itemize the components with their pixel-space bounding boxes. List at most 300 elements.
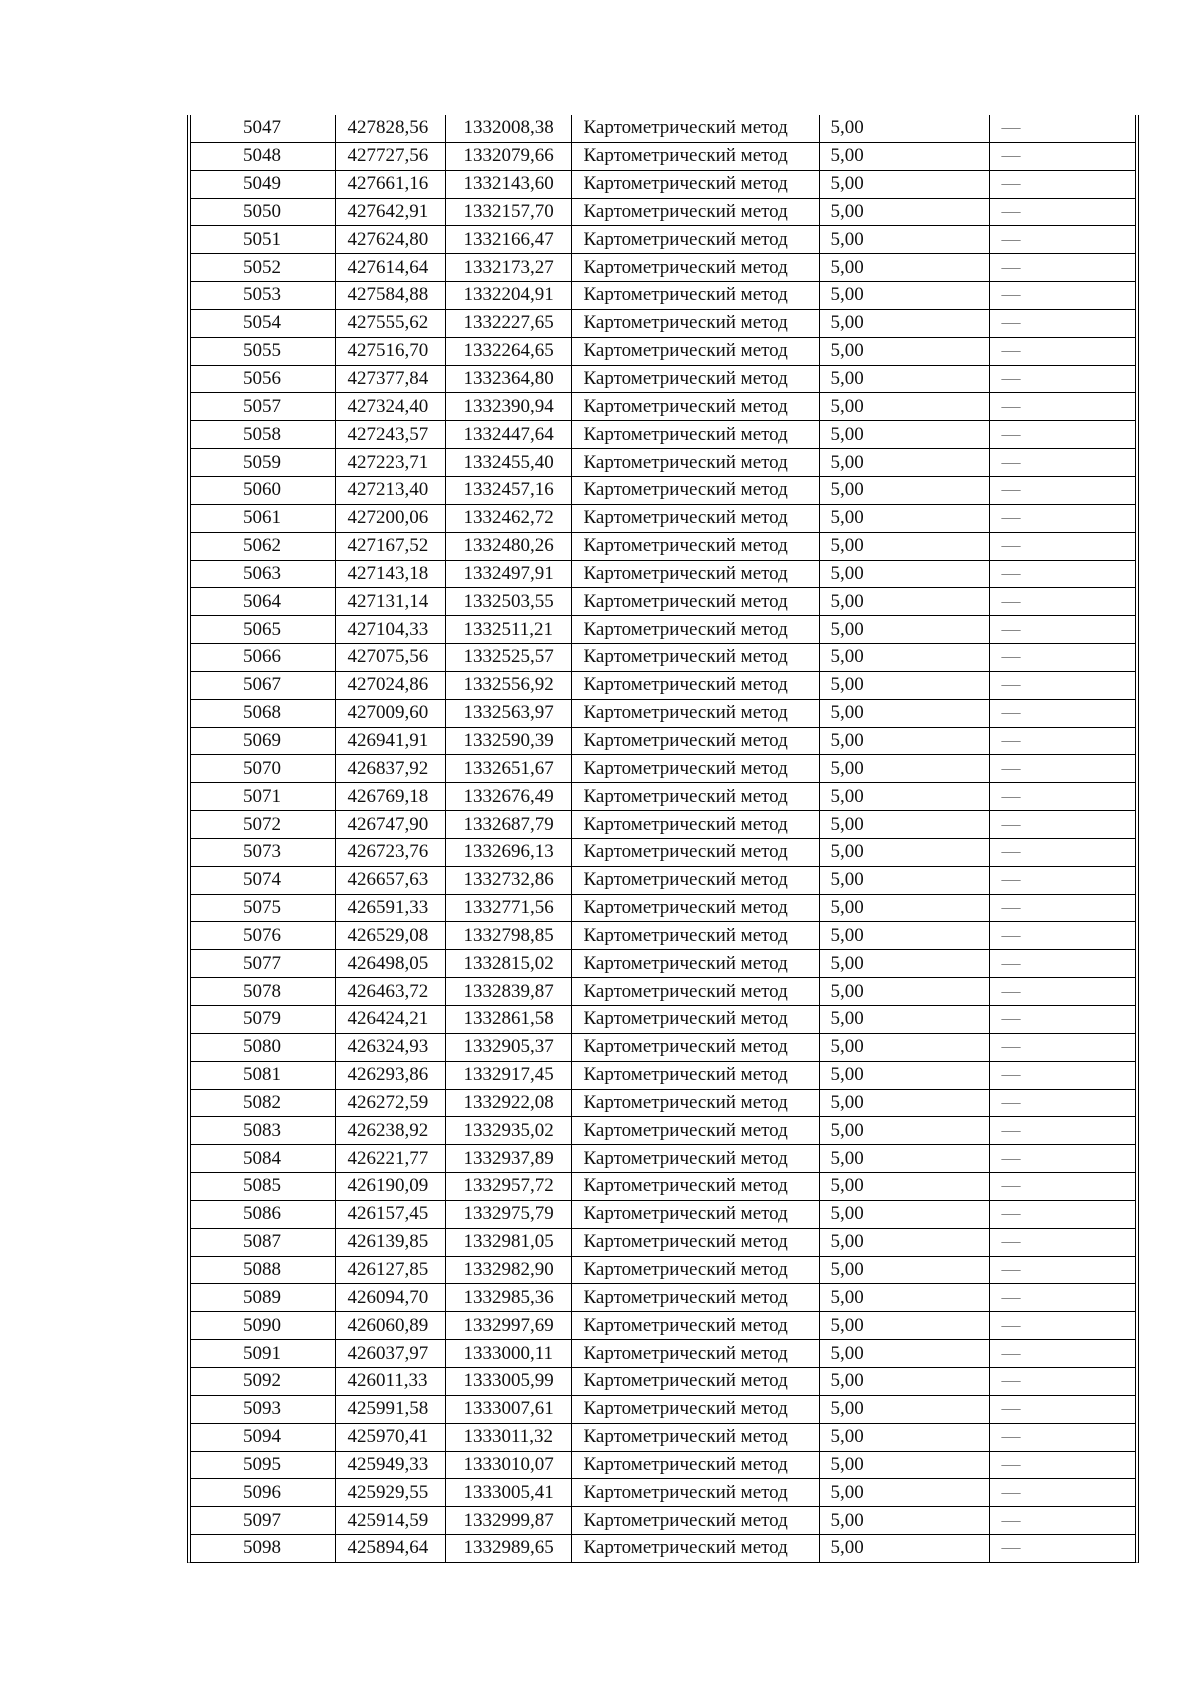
point-number-cell: 5076: [191, 922, 335, 950]
y-coordinate-cell: 1332676,49: [445, 783, 571, 811]
x-coordinate-cell: 426238,92: [335, 1117, 445, 1145]
y-coordinate-cell: 1332815,02: [445, 950, 571, 978]
table-row: [191, 532, 1135, 560]
point-number-cell: 5094: [191, 1423, 335, 1451]
table-row: [191, 783, 1135, 811]
point-number-cell: 5074: [191, 866, 335, 894]
table-row: [191, 978, 1135, 1006]
x-coordinate-cell: 427624,80: [335, 226, 445, 254]
y-coordinate-cell: 1332651,67: [445, 755, 571, 783]
accuracy-cell: 5,00: [819, 449, 989, 477]
table-row: [191, 838, 1135, 866]
point-number-cell: 5087: [191, 1228, 335, 1256]
description-cell: —: [989, 671, 1135, 699]
description-cell: —: [989, 727, 1135, 755]
method-cell: Картометрический метод: [571, 894, 819, 922]
x-coordinate-cell: 427143,18: [335, 560, 445, 588]
point-number-cell: 5075: [191, 894, 335, 922]
table-row: [191, 1089, 1135, 1117]
y-coordinate-cell: 1332157,70: [445, 198, 571, 226]
point-number-cell: 5090: [191, 1312, 335, 1340]
description-cell: —: [989, 1006, 1135, 1034]
method-cell: Картометрический метод: [571, 449, 819, 477]
table-row: [191, 309, 1135, 337]
description-cell: —: [989, 644, 1135, 672]
description-cell: —: [989, 755, 1135, 783]
description-cell: —: [989, 170, 1135, 198]
point-number-cell: 5072: [191, 811, 335, 839]
y-coordinate-cell: 1332982,90: [445, 1256, 571, 1284]
y-coordinate-cell: 1332166,47: [445, 226, 571, 254]
accuracy-cell: 5,00: [819, 1451, 989, 1479]
table-row: [191, 811, 1135, 839]
method-cell: Картометрический метод: [571, 115, 819, 142]
description-cell: —: [989, 421, 1135, 449]
x-coordinate-cell: 426037,97: [335, 1340, 445, 1368]
x-coordinate-cell: 426011,33: [335, 1367, 445, 1395]
method-cell: Картометрический метод: [571, 532, 819, 560]
method-cell: Картометрический метод: [571, 476, 819, 504]
x-coordinate-cell: 427828,56: [335, 115, 445, 142]
accuracy-cell: 5,00: [819, 198, 989, 226]
point-number-cell: 5088: [191, 1256, 335, 1284]
y-coordinate-cell: 1332556,92: [445, 671, 571, 699]
x-coordinate-cell: 427642,91: [335, 198, 445, 226]
accuracy-cell: 5,00: [819, 365, 989, 393]
y-coordinate-cell: 1332455,40: [445, 449, 571, 477]
accuracy-cell: 5,00: [819, 532, 989, 560]
table-row: [191, 393, 1135, 421]
method-cell: Картометрический метод: [571, 1423, 819, 1451]
description-cell: —: [989, 449, 1135, 477]
description-cell: —: [989, 1367, 1135, 1395]
method-cell: Картометрический метод: [571, 1061, 819, 1089]
method-cell: Картометрический метод: [571, 254, 819, 282]
method-cell: Картометрический метод: [571, 1367, 819, 1395]
description-cell: —: [989, 616, 1135, 644]
description-cell: —: [989, 198, 1135, 226]
x-coordinate-cell: 426127,85: [335, 1256, 445, 1284]
table-row: [191, 170, 1135, 198]
table-row: [191, 115, 1135, 142]
accuracy-cell: 5,00: [819, 309, 989, 337]
x-coordinate-cell: 426747,90: [335, 811, 445, 839]
table-row: [191, 1423, 1135, 1451]
description-cell: —: [989, 1479, 1135, 1507]
description-cell: —: [989, 1061, 1135, 1089]
point-number-cell: 5050: [191, 198, 335, 226]
method-cell: Картометрический метод: [571, 644, 819, 672]
x-coordinate-cell: 425991,58: [335, 1395, 445, 1423]
method-cell: Картометрический метод: [571, 783, 819, 811]
table-row: [191, 1006, 1135, 1034]
x-coordinate-cell: 426723,76: [335, 838, 445, 866]
description-cell: —: [989, 282, 1135, 310]
point-number-cell: 5052: [191, 254, 335, 282]
description-cell: —: [989, 866, 1135, 894]
point-number-cell: 5085: [191, 1173, 335, 1201]
x-coordinate-cell: 427075,56: [335, 644, 445, 672]
x-coordinate-cell: 427167,52: [335, 532, 445, 560]
y-coordinate-cell: 1332732,86: [445, 866, 571, 894]
point-number-cell: 5089: [191, 1284, 335, 1312]
accuracy-cell: 5,00: [819, 1228, 989, 1256]
accuracy-cell: 5,00: [819, 393, 989, 421]
y-coordinate-cell: 1333010,07: [445, 1451, 571, 1479]
y-coordinate-cell: 1332975,79: [445, 1200, 571, 1228]
method-cell: Картометрический метод: [571, 866, 819, 894]
description-cell: —: [989, 1507, 1135, 1535]
point-number-cell: 5063: [191, 560, 335, 588]
table-row: [191, 727, 1135, 755]
description-cell: —: [989, 337, 1135, 365]
x-coordinate-cell: 425929,55: [335, 1479, 445, 1507]
description-cell: —: [989, 588, 1135, 616]
point-number-cell: 5059: [191, 449, 335, 477]
method-cell: Картометрический метод: [571, 1340, 819, 1368]
description-cell: —: [989, 1173, 1135, 1201]
description-cell: —: [989, 560, 1135, 588]
y-coordinate-cell: 1332985,36: [445, 1284, 571, 1312]
x-coordinate-cell: 426591,33: [335, 894, 445, 922]
accuracy-cell: 5,00: [819, 727, 989, 755]
table-row: [191, 1284, 1135, 1312]
point-number-cell: 5082: [191, 1089, 335, 1117]
accuracy-cell: 5,00: [819, 1340, 989, 1368]
y-coordinate-cell: 1332905,37: [445, 1033, 571, 1061]
accuracy-cell: 5,00: [819, 644, 989, 672]
accuracy-cell: 5,00: [819, 1145, 989, 1173]
y-coordinate-cell: 1332457,16: [445, 476, 571, 504]
table-row: [191, 1312, 1135, 1340]
method-cell: Картометрический метод: [571, 1228, 819, 1256]
description-cell: —: [989, 1423, 1135, 1451]
accuracy-cell: 5,00: [819, 588, 989, 616]
accuracy-cell: 5,00: [819, 1033, 989, 1061]
accuracy-cell: 5,00: [819, 282, 989, 310]
accuracy-cell: 5,00: [819, 811, 989, 839]
x-coordinate-cell: 427200,06: [335, 504, 445, 532]
x-coordinate-cell: 427614,64: [335, 254, 445, 282]
x-coordinate-cell: 427584,88: [335, 282, 445, 310]
method-cell: Картометрический метод: [571, 727, 819, 755]
accuracy-cell: 5,00: [819, 978, 989, 1006]
table-row: [191, 755, 1135, 783]
y-coordinate-cell: 1332173,27: [445, 254, 571, 282]
method-cell: Картометрический метод: [571, 755, 819, 783]
method-cell: Картометрический метод: [571, 699, 819, 727]
point-number-cell: 5060: [191, 476, 335, 504]
table-row: [191, 1228, 1135, 1256]
y-coordinate-cell: 1332390,94: [445, 393, 571, 421]
description-cell: —: [989, 504, 1135, 532]
accuracy-cell: 5,00: [819, 922, 989, 950]
point-number-cell: 5065: [191, 616, 335, 644]
method-cell: Картометрический метод: [571, 309, 819, 337]
y-coordinate-cell: 1332861,58: [445, 1006, 571, 1034]
point-number-cell: 5078: [191, 978, 335, 1006]
description-cell: —: [989, 783, 1135, 811]
point-number-cell: 5057: [191, 393, 335, 421]
method-cell: Картометрический метод: [571, 616, 819, 644]
point-number-cell: 5061: [191, 504, 335, 532]
y-coordinate-cell: 1332447,64: [445, 421, 571, 449]
x-coordinate-cell: 427223,71: [335, 449, 445, 477]
description-cell: —: [989, 699, 1135, 727]
accuracy-cell: 5,00: [819, 1479, 989, 1507]
description-cell: —: [989, 1284, 1135, 1312]
table-row: [191, 922, 1135, 950]
point-number-cell: 5084: [191, 1145, 335, 1173]
y-coordinate-cell: 1332839,87: [445, 978, 571, 1006]
accuracy-cell: 5,00: [819, 1200, 989, 1228]
y-coordinate-cell: 1332525,57: [445, 644, 571, 672]
y-coordinate-cell: 1333007,61: [445, 1395, 571, 1423]
x-coordinate-cell: 427324,40: [335, 393, 445, 421]
description-cell: —: [989, 1089, 1135, 1117]
description-cell: —: [989, 309, 1135, 337]
x-coordinate-cell: 426221,77: [335, 1145, 445, 1173]
y-coordinate-cell: 1332937,89: [445, 1145, 571, 1173]
point-number-cell: 5097: [191, 1507, 335, 1535]
method-cell: Картометрический метод: [571, 142, 819, 170]
point-number-cell: 5080: [191, 1033, 335, 1061]
description-cell: —: [989, 532, 1135, 560]
point-number-cell: 5077: [191, 950, 335, 978]
y-coordinate-cell: 1332227,65: [445, 309, 571, 337]
method-cell: Картометрический метод: [571, 198, 819, 226]
table-row: [191, 282, 1135, 310]
y-coordinate-cell: 1332503,55: [445, 588, 571, 616]
point-number-cell: 5091: [191, 1340, 335, 1368]
y-coordinate-cell: 1332687,79: [445, 811, 571, 839]
table-row: [191, 1200, 1135, 1228]
accuracy-cell: 5,00: [819, 1006, 989, 1034]
x-coordinate-cell: 427727,56: [335, 142, 445, 170]
x-coordinate-cell: 426190,09: [335, 1173, 445, 1201]
description-cell: —: [989, 1535, 1135, 1562]
accuracy-cell: 5,00: [819, 894, 989, 922]
table-row: [191, 1173, 1135, 1201]
y-coordinate-cell: 1332008,38: [445, 115, 571, 142]
method-cell: Картометрический метод: [571, 1200, 819, 1228]
y-coordinate-cell: 1332563,97: [445, 699, 571, 727]
table-row: [191, 476, 1135, 504]
x-coordinate-cell: 426424,21: [335, 1006, 445, 1034]
x-coordinate-cell: 425970,41: [335, 1423, 445, 1451]
accuracy-cell: 5,00: [819, 616, 989, 644]
accuracy-cell: 5,00: [819, 1089, 989, 1117]
y-coordinate-cell: 1332935,02: [445, 1117, 571, 1145]
method-cell: Картометрический метод: [571, 1507, 819, 1535]
table-row: [191, 699, 1135, 727]
table-row: [191, 1117, 1135, 1145]
y-coordinate-cell: 1332957,72: [445, 1173, 571, 1201]
x-coordinate-cell: 426837,92: [335, 755, 445, 783]
description-cell: —: [989, 1033, 1135, 1061]
description-cell: —: [989, 1312, 1135, 1340]
description-cell: —: [989, 226, 1135, 254]
table-row: [191, 1507, 1135, 1535]
point-number-cell: 5048: [191, 142, 335, 170]
y-coordinate-cell: 1332696,13: [445, 838, 571, 866]
accuracy-cell: 5,00: [819, 170, 989, 198]
table-row: [191, 1145, 1135, 1173]
y-coordinate-cell: 1332981,05: [445, 1228, 571, 1256]
x-coordinate-cell: 425894,64: [335, 1535, 445, 1562]
y-coordinate-cell: 1332917,45: [445, 1061, 571, 1089]
method-cell: Картометрический метод: [571, 588, 819, 616]
point-number-cell: 5055: [191, 337, 335, 365]
method-cell: Картометрический метод: [571, 1033, 819, 1061]
x-coordinate-cell: 426941,91: [335, 727, 445, 755]
method-cell: Картометрический метод: [571, 1089, 819, 1117]
description-cell: —: [1001, 117, 1021, 139]
accuracy-cell: 5,00: [819, 115, 989, 142]
description-cell: —: [989, 476, 1135, 504]
table-row: [191, 1395, 1135, 1423]
method-cell: Картометрический метод: [571, 170, 819, 198]
x-coordinate-cell: 427131,14: [335, 588, 445, 616]
x-coordinate-cell: 426657,63: [335, 866, 445, 894]
accuracy-cell: 5,00: [819, 1117, 989, 1145]
point-number-cell: 5073: [191, 838, 335, 866]
y-coordinate-cell: 1332590,39: [445, 727, 571, 755]
x-coordinate-cell: 426139,85: [335, 1228, 445, 1256]
table-row: [191, 198, 1135, 226]
description-cell: —: [989, 393, 1135, 421]
point-number-cell: 5049: [191, 170, 335, 198]
point-number-cell: 5095: [191, 1451, 335, 1479]
point-number-cell: 5070: [191, 755, 335, 783]
table-row: [191, 1479, 1135, 1507]
table-row: [191, 588, 1135, 616]
method-cell: Картометрический метод: [571, 282, 819, 310]
table-row: [191, 950, 1135, 978]
point-number-cell: 5096: [191, 1479, 335, 1507]
coordinates-table: [191, 115, 1135, 1562]
y-coordinate-cell: 1332997,69: [445, 1312, 571, 1340]
accuracy-cell: 5,00: [819, 254, 989, 282]
accuracy-cell: 5,00: [819, 421, 989, 449]
y-coordinate-cell: 1333000,11: [445, 1340, 571, 1368]
method-cell: Картометрический метод: [571, 226, 819, 254]
accuracy-cell: 5,00: [819, 671, 989, 699]
point-number-cell: 5058: [191, 421, 335, 449]
coordinates-table-frame: [187, 115, 1139, 1563]
description-cell: —: [989, 894, 1135, 922]
point-number-cell: 5064: [191, 588, 335, 616]
point-number-cell: 5098: [191, 1535, 335, 1562]
method-cell: Картометрический метод: [571, 1451, 819, 1479]
method-cell: Картометрический метод: [571, 504, 819, 532]
x-coordinate-cell: 425914,59: [335, 1507, 445, 1535]
table-row: [191, 1061, 1135, 1089]
x-coordinate-cell: 427661,16: [335, 170, 445, 198]
point-number-cell: 5079: [191, 1006, 335, 1034]
x-coordinate-cell: 426498,05: [335, 950, 445, 978]
y-coordinate-cell: 1332511,21: [445, 616, 571, 644]
table-row: [191, 616, 1135, 644]
y-coordinate-cell: 1332497,91: [445, 560, 571, 588]
accuracy-cell: 5,00: [819, 1061, 989, 1089]
y-coordinate-cell: 1333005,99: [445, 1367, 571, 1395]
accuracy-cell: 5,00: [819, 783, 989, 811]
table-row: [191, 1340, 1135, 1368]
point-number-cell: 5047: [191, 115, 335, 142]
x-coordinate-cell: 426272,59: [335, 1089, 445, 1117]
x-coordinate-cell: 427213,40: [335, 476, 445, 504]
method-cell: Картометрический метод: [571, 365, 819, 393]
point-number-cell: 5069: [191, 727, 335, 755]
table-row: [191, 1451, 1135, 1479]
point-number-cell: 5083: [191, 1117, 335, 1145]
point-number-cell: 5054: [191, 309, 335, 337]
y-coordinate-cell: 1333005,41: [445, 1479, 571, 1507]
description-cell: —: [989, 1145, 1135, 1173]
method-cell: Картометрический метод: [571, 671, 819, 699]
table-row: [191, 254, 1135, 282]
point-number-cell: 5081: [191, 1061, 335, 1089]
method-cell: Картометрический метод: [571, 1117, 819, 1145]
method-cell: Картометрический метод: [571, 421, 819, 449]
table-row: [191, 644, 1135, 672]
y-coordinate-cell: 1332143,60: [445, 170, 571, 198]
method-cell: Картометрический метод: [571, 838, 819, 866]
description-cell: —: [989, 254, 1135, 282]
method-cell: Картометрический метод: [571, 1145, 819, 1173]
table-row: [191, 671, 1135, 699]
x-coordinate-cell: 426293,86: [335, 1061, 445, 1089]
table-row: [191, 365, 1135, 393]
y-coordinate-cell: 1332364,80: [445, 365, 571, 393]
accuracy-cell: 5,00: [819, 226, 989, 254]
x-coordinate-cell: 427555,62: [335, 309, 445, 337]
y-coordinate-cell: 1332480,26: [445, 532, 571, 560]
point-number-cell: 5062: [191, 532, 335, 560]
x-coordinate-cell: 426324,93: [335, 1033, 445, 1061]
table-row: [191, 894, 1135, 922]
accuracy-cell: 5,00: [819, 866, 989, 894]
table-row: [191, 337, 1135, 365]
description-cell: —: [989, 1228, 1135, 1256]
y-coordinate-cell: 1332771,56: [445, 894, 571, 922]
table-row: [191, 421, 1135, 449]
description-cell: —: [989, 1395, 1135, 1423]
method-cell: Картометрический метод: [571, 1006, 819, 1034]
x-coordinate-cell: 426157,45: [335, 1200, 445, 1228]
point-number-cell: 5056: [191, 365, 335, 393]
method-cell: Картометрический метод: [571, 1395, 819, 1423]
method-cell: Картометрический метод: [571, 393, 819, 421]
y-coordinate-cell: 1332264,65: [445, 337, 571, 365]
method-cell: Картометрический метод: [571, 978, 819, 1006]
description-cell: —: [989, 811, 1135, 839]
description-cell: —: [989, 922, 1135, 950]
description-cell: —: [989, 978, 1135, 1006]
description-cell: —: [989, 1340, 1135, 1368]
x-coordinate-cell: 427104,33: [335, 616, 445, 644]
accuracy-cell: 5,00: [819, 1535, 989, 1562]
x-coordinate-cell: 426060,89: [335, 1312, 445, 1340]
y-coordinate-cell: 1332999,87: [445, 1507, 571, 1535]
x-coordinate-cell: 427377,84: [335, 365, 445, 393]
point-number-cell: 5068: [191, 699, 335, 727]
method-cell: Картометрический метод: [571, 1173, 819, 1201]
method-cell: Картометрический метод: [571, 1284, 819, 1312]
description-cell: —: [989, 142, 1135, 170]
description-cell: —: [989, 950, 1135, 978]
